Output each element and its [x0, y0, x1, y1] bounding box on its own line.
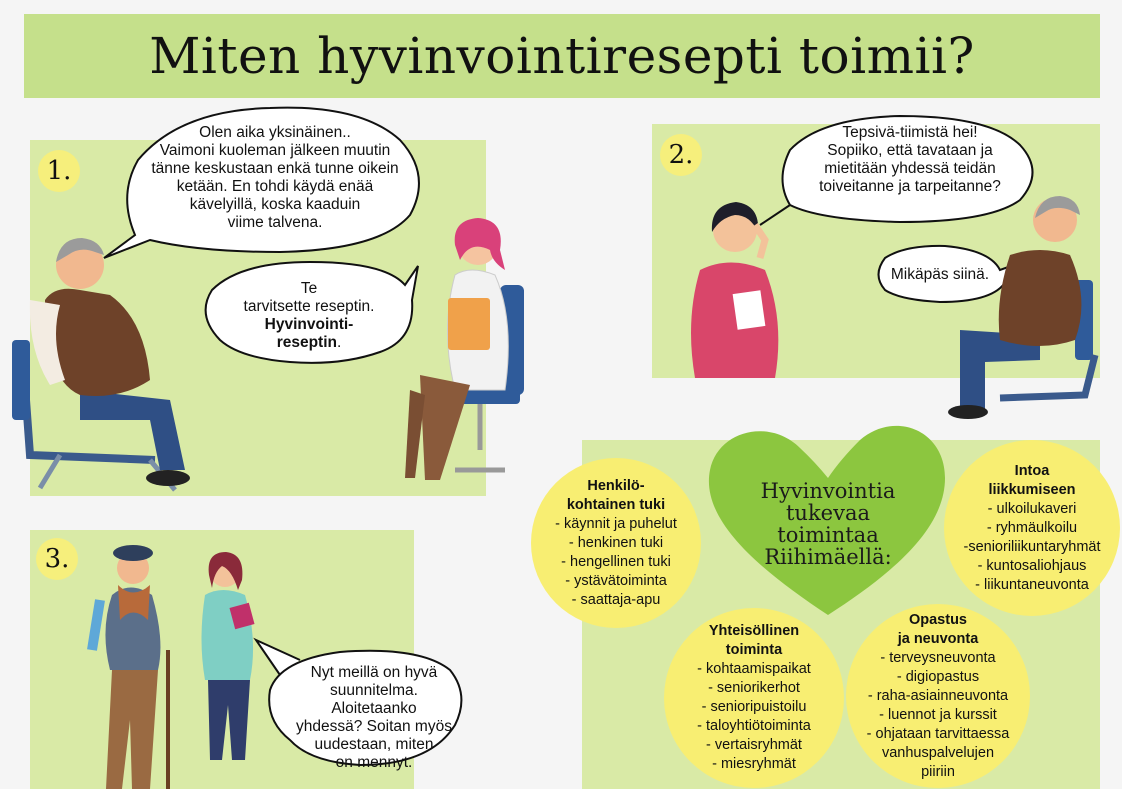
- list-item: - luennot ja kurssit: [879, 706, 997, 723]
- text-line: toimintaa: [777, 523, 879, 547]
- list-item: vanhuspalvelujen: [881, 744, 995, 761]
- circle-heading: toiminta: [725, 642, 783, 658]
- circle-heading: Opastus: [908, 611, 967, 628]
- list-item: - terveysneuvonta: [880, 649, 996, 666]
- step-number-3: 3.: [36, 538, 78, 580]
- list-item: - ohjataan tarvittaessa: [866, 725, 1010, 742]
- text-line: suunnitelma. Aloitetaanko: [330, 682, 418, 717]
- list-item: - käynnit ja puhelut: [555, 515, 677, 532]
- text-line: Hyvinvointia: [760, 479, 896, 503]
- circle-heading: kohtainen tuki: [566, 496, 666, 513]
- list-item: -senioriliikuntaryhmät: [963, 538, 1101, 555]
- circle-heading: ja neuvonta: [897, 630, 979, 647]
- text-line: tarvitsette reseptin.: [243, 298, 375, 315]
- text-line: kävelyillä, koska kaaduin: [189, 196, 361, 213]
- circle-heading: Henkilö-: [587, 477, 645, 494]
- list-item: - kohtaamispaikat: [697, 661, 811, 677]
- list-item: - ystävätoiminta: [565, 572, 667, 589]
- text-line: toiveitanne ja tarpeitanne?: [819, 178, 1001, 195]
- text-line: Nyt meillä on hyvä: [310, 664, 438, 681]
- list-item: piiriin: [921, 763, 955, 780]
- list-item: - miesryhmät: [712, 756, 796, 772]
- text-line: Tepsivä-tiimistä hei!: [842, 124, 978, 141]
- text-line-bold: Hyvinvointi-: [264, 316, 354, 333]
- circle-heading: liikkumiseen: [988, 481, 1076, 498]
- text-suffix: .: [337, 334, 342, 351]
- list-item: - kuntosaliohjaus: [977, 557, 1087, 574]
- heart-text: [730, 480, 926, 568]
- list-item: - digiopastus: [896, 668, 980, 685]
- text-line: Olen aika yksinäinen..: [199, 124, 351, 141]
- list-item: - seniorikerhot: [708, 680, 800, 696]
- text-line: uudestaan, miten: [314, 736, 434, 753]
- list-item: - liikuntaneuvonta: [975, 576, 1089, 593]
- text-line: on mennyt.: [335, 754, 413, 771]
- list-item: - hengellinen tuki: [561, 553, 671, 570]
- text-line: tukevaa: [785, 501, 871, 525]
- list-item: - vertaisryhmät: [706, 737, 802, 753]
- circle-personal-support: [531, 458, 701, 628]
- text-line: yhdessä? Soitan myös: [296, 718, 452, 735]
- circle-guidance: [846, 604, 1030, 788]
- text-line: mietitään yhdessä teidän: [824, 160, 996, 177]
- text-bold: reseptin: [276, 334, 337, 351]
- step-number-1: 1.: [38, 150, 80, 192]
- list-item: - ryhmäulkoilu: [986, 519, 1078, 536]
- text-line: Vaimoni kuoleman jälkeen muutin: [159, 142, 391, 159]
- text-line: Riihimäellä:: [764, 545, 892, 569]
- text-line: Te: [300, 280, 318, 297]
- text-line: tänne keskustaan enkä tunne oikein: [151, 160, 399, 177]
- circle-heading: Intoa: [1014, 462, 1050, 479]
- list-item: - raha-asiainneuvonta: [867, 687, 1009, 704]
- list-item: - senioripuistoilu: [701, 699, 807, 715]
- list-item: - taloyhtiötoiminta: [697, 718, 811, 734]
- circle-exercise: [944, 440, 1120, 616]
- list-item: - ulkoilukaveri: [987, 500, 1077, 517]
- step-number-2: 2.: [660, 134, 702, 176]
- list-item: - saattaja-apu: [571, 591, 661, 608]
- circle-heading: Yhteisöllinen: [708, 623, 800, 639]
- list-item: - henkinen tuki: [568, 534, 664, 551]
- page-title: Miten hyvinvointiresepti toimii?: [149, 27, 975, 85]
- text-line: viime talvena.: [227, 214, 323, 231]
- text-line: ketään. En tohdi käydä enää: [176, 178, 374, 195]
- text-line: Sopiiko, että tavataan ja: [827, 142, 993, 159]
- speech-text-man-2: Mikäpäs siinä.: [890, 266, 990, 283]
- circle-community: [664, 608, 844, 788]
